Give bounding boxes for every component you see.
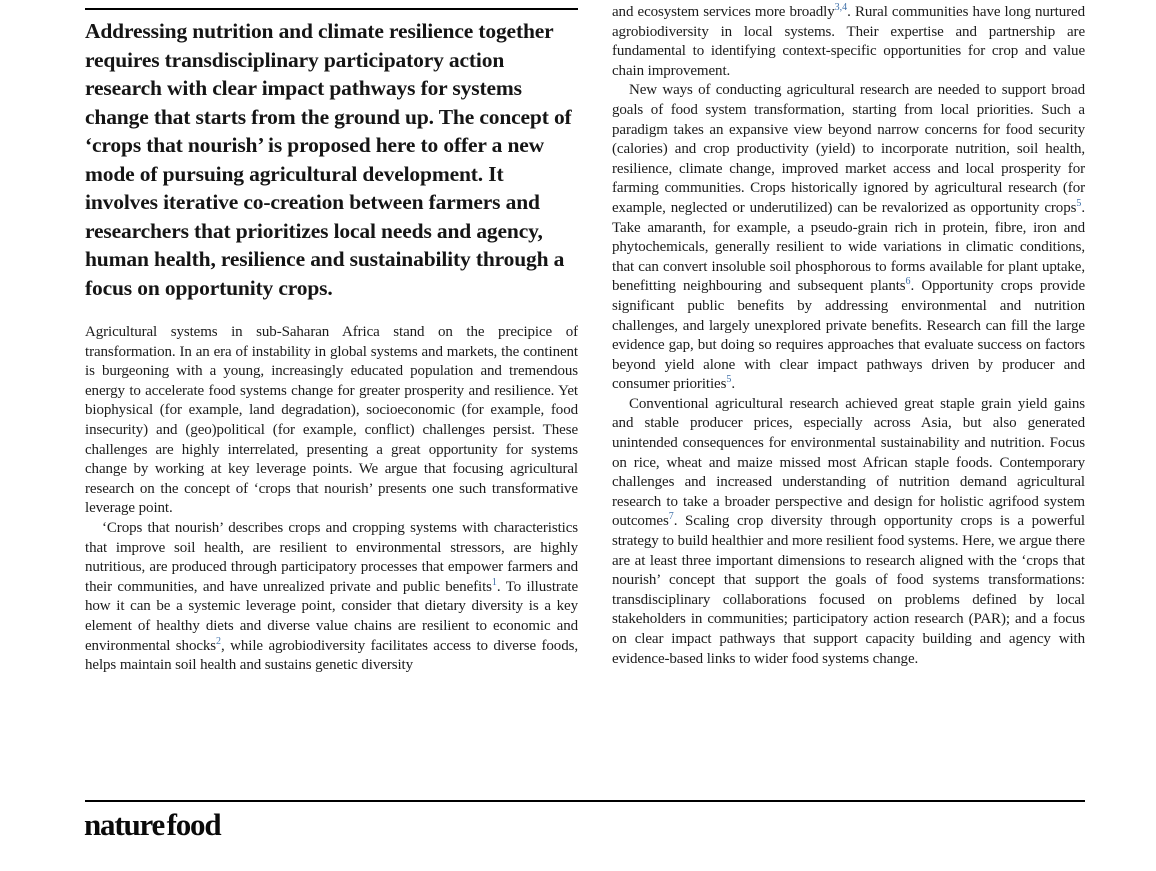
reference-superscript[interactable]: 1 (491, 576, 497, 588)
left-column-body (85, 323, 578, 676)
reference-superscript[interactable]: 5 (1076, 197, 1082, 209)
reference-superscript[interactable]: 5 (726, 374, 732, 386)
reference-superscript[interactable]: 6 (905, 276, 911, 288)
right-column (612, 3, 1085, 795)
journal-logo: nature food (84, 807, 221, 842)
standfirst: Addressing nutrition and climate resilience together requires transdisciplinary participatory action research with clear impact pathways for systems change that starts from the ground up. The concept of ‘crops that nourish’ is proposed here to offer a new mode of pursuing agricultural development. It involves iterative co-creation between farmers and researchers that prioritizes local needs and agency, human health, resilience and sustainability through a focus on opportunity crops. (85, 19, 572, 300)
body-paragraph: Conventional agricultural research achieved great staple grain yield gains and stable producer prices, especially across Asia, but also generated unintended consequences for environmental sustainability and nutrition. Focus on rice, wheat and maize missed most African staple foods. Contemporary challenges and increased understanding of nutrition demand agricultural research to take a broader perspective and design for holistic agrifood system outcomes$^7$. Scaling crop diversity through opportunity crops is a powerful strategy to build healthier and more resilient food systems. Here, we argue there are at least three important dimensions to research aligned with the ‘crops that nourish’ concept that support the goals of food systems transformations: transdisciplinary collaborations focused on problems defined by local stakeholders in communities; participatory action research (PAR); and a focus on clear impact pathways that support capacity building and agency with evidence-based links to wider food systems change. (612, 395, 1085, 667)
body-paragraph: and ecosystem services more broadly$^{3,4}$. Rural communities have long nurtured agrobiodiversity in local systems. Their expertise and partnership are fundamental to identifying context-specific opportunities for crop and value chain improvement. (612, 3, 1085, 79)
standfirst-top-rule (85, 8, 578, 10)
reference-superscript[interactable]: 2 (216, 635, 222, 647)
body-paragraph: New ways of conducting agricultural research are needed to support broad goals of food system transformation, starting from local priorities. Such a paradigm takes an expansive view beyond narrow concerns for food security (calories) and crop productivity (yield) to incorporate nutrition, soil health, resilience, climate change, improved market access and local prosperity for farming communities. Crops historically ignored by agricultural research (for example, neglected or underutilized) can be revalorized as opportunity crops$^5$. Take amaranth, for example, a pseudo-grain rich in protein, fibre, iron and phytochemicals, generally resilient to wide variations in climatic conditions, that can convert insoluble soil phosphorous to forms available for plant uptake, benefitting neighbouring and subsequent plants$^6$. Opportunity crops provide significant public benefits by addressing environmental and nutrition challenges, and largely unexplored private benefits. Research can fill the large evidence gap, but doing so requires approaches that evaluate success on factors beyond yield alone with clear impact pathways driven by producer and consumer priorities$^5$. (612, 82, 1085, 393)
left-column (85, 0, 578, 792)
body-paragraph: ‘Crops that nourish’ describes crops and cropping systems with characteristics that improve soil health, are resilient to environmental stressors, are highly nutritious, are produced through participatory processes that empower farmers and their communities, and have unrealized private and public benefits$^1$. To illustrate how it can be a systemic leverage point, consider that dietary diversity is a key element of healthy diets and diverse value chains are resilient to economic and environmental shocks$^2$, while agrobiodiversity facilitates access to diverse foods, helps maintain soil health and sustains genetic diversity (85, 519, 578, 674)
reference-superscript[interactable]: 3,4 (834, 3, 848, 13)
body-paragraph: Agricultural systems in sub-Saharan Africa stand on the precipice of transformation. In an era of instability in global systems and markets, the continent is burgeoning with a young, increasingly educated population and tremendous energy to accelerate food systems change for greater prosperity and resilience. Yet biophysical (for example, land degradation), socioeconomic (for example, food insecurity) and (geo)political (for example, conflict) challenges persist. These challenges are highly interrelated, presenting a great opportunity for systems change by working at key leverage points. We argue that focusing agricultural research on the concept of ‘crops that nourish’ presents one such transformative leverage point. (85, 324, 578, 517)
footer-rule (85, 800, 1085, 802)
reference-superscript[interactable]: 7 (668, 511, 674, 523)
